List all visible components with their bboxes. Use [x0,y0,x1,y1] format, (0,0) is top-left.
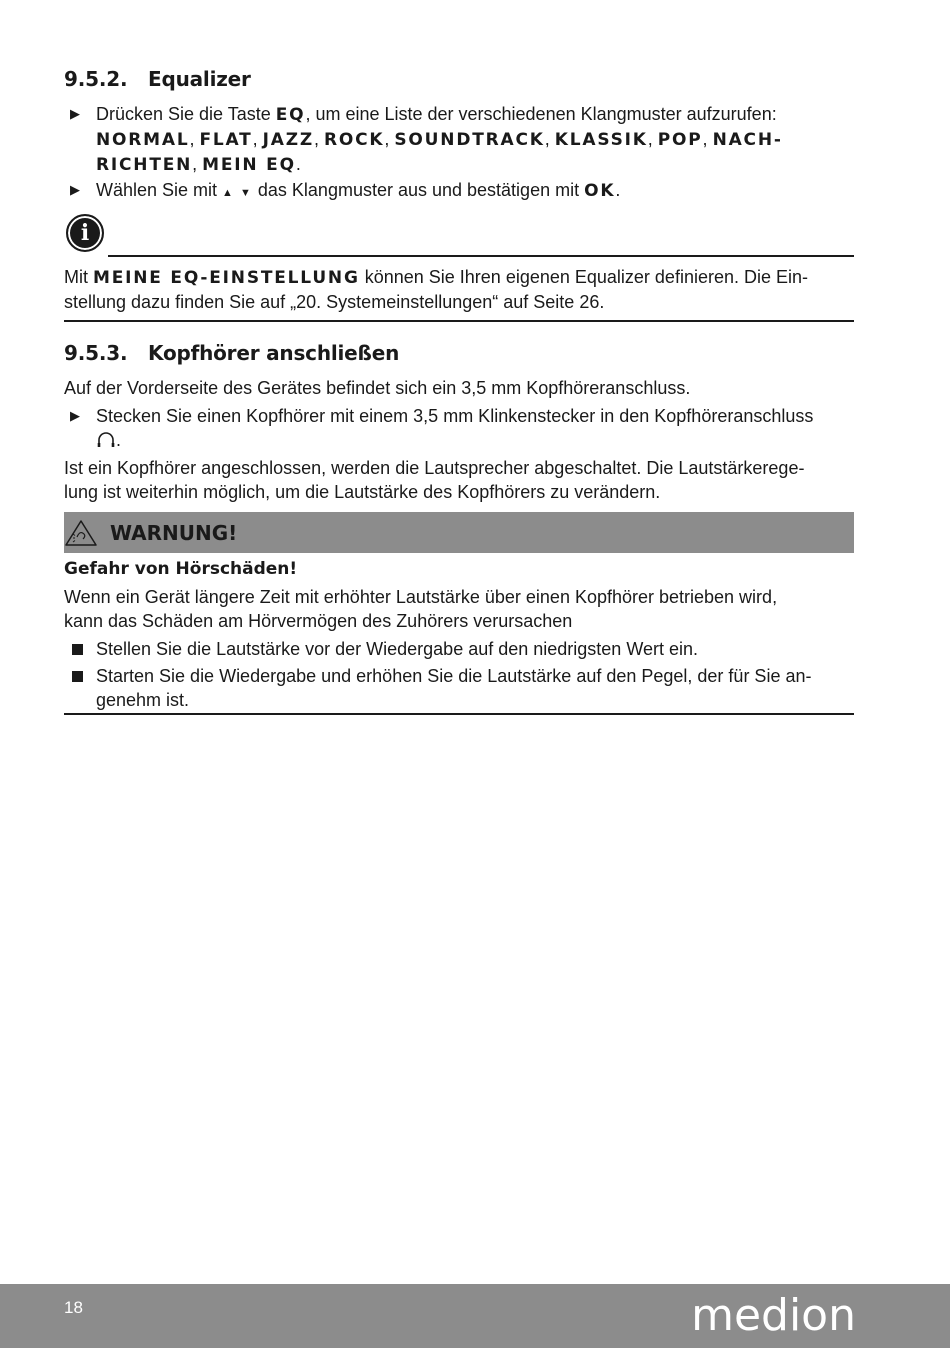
info-note-line-1 [64,265,854,290]
warning-body [64,585,854,633]
eq-preset-label: RICHTEN [96,155,193,175]
separator: , [544,129,555,149]
warning-item-2 [64,664,854,712]
warning-bottom-rule [64,713,854,715]
warning-body-line-2: kann das Schäden am Hörvermögen des Zuhörers verursachen [64,611,573,631]
eq-presets-line-2 [96,152,854,177]
info-glyph: i [80,220,90,246]
separator: , [313,129,324,149]
warning-subtitle: Gefahr von Hörschäden! [64,559,298,579]
bullet-text [96,102,854,127]
up-down-arrows-icon: ▲ ▼ [222,187,253,199]
separator: , [252,129,263,149]
eq-preset-label: ROCK [323,130,385,150]
eq-preset-label: POP [657,130,703,150]
square-bullet-icon [72,644,83,655]
text-fragment: das Klangmuster aus und bestätigen mit [252,180,585,200]
key-label-meine-eq: MEINE EQ-EINSTELLUNG [93,268,360,288]
paragraph-line-2: lung ist weiterhin möglich, um die Lautstärke des Kopfhörers zu verändern. [64,482,661,502]
text-fragment: Wählen Sie mit [96,180,223,200]
bullet-select-preset [64,178,854,205]
warning-body-line-1: Wenn ein Gerät längere Zeit mit erhöhter Lautstärke über einen Kopfhörer betrieben wird, [64,587,778,607]
info-note-text [64,265,854,314]
brand-logo: medion [691,1290,856,1341]
separator: , [647,129,658,149]
section-number: 9.5.2. [64,67,128,91]
bullet-eq-list [64,102,854,177]
bullet-text [96,178,854,205]
warning-item-text: Stellen Sie die Lautstärke vor der Wiedergabe auf den niedrigsten Wert ein. [96,639,699,659]
separator: , [192,154,203,174]
info-top-rule [108,255,854,257]
bullet-arrow-icon: ▶ [70,408,80,423]
info-note-line-2: stellung dazu finden Sie auf „20. Systemeinstellungen“ auf Seite 26. [64,292,605,312]
warning-banner [64,512,854,553]
section-title: Equalizer [148,67,251,91]
warning-triangle-icon [64,519,98,547]
warning-label: WARNUNG! [110,521,238,545]
eq-preset-label: NORMAL [96,130,190,150]
paragraph-line-1: Ist ein Kopfhörer angeschlossen, werden die Lautsprecher abgeschaltet. Die Lautstärkerege- [64,458,805,478]
bullet-text-line-1: Stecken Sie einen Kopfhörer mit einem 3,5 mm Klinkenstecker in den Kopfhöreranschluss [96,406,814,426]
eq-preset-label: SOUNDTRACK [394,130,545,150]
bullet-text-line-2 [96,428,854,452]
text-fragment: . [615,180,621,200]
section-heading-headphones [64,341,399,365]
separator: . [295,154,301,174]
warning-item-1 [64,637,854,661]
square-bullet-icon [72,671,83,682]
headphones-intro: Auf der Vorderseite des Gerätes befindet sich ein 3,5 mm Kopfhöreranschluss. [64,378,691,398]
separator: , [189,129,200,149]
text-fragment: können Sie Ihren eigenen Equalizer definieren. Die Ein- [359,267,809,287]
eq-presets-line-1 [96,127,854,152]
key-label-ok: OK [584,181,616,201]
bullet-arrow-icon: ▶ [70,106,80,121]
separator: , [702,129,713,149]
info-icon [66,214,104,252]
eq-preset-label: NACH- [712,130,783,150]
headphones-icon [96,431,116,449]
text-fragment: , um eine Liste der verschiedenen Klangmuster aufzurufen: [305,104,777,124]
eq-preset-label: JAZZ [262,130,314,150]
section-number: 9.5.3. [64,341,128,365]
eq-preset-label: KLASSIK [554,130,648,150]
section-heading-equalizer [64,67,251,91]
warning-item-text-line-1: Starten Sie die Wiedergabe und erhöhen Sie die Lautstärke auf den Pegel, der für Sie an- [96,666,812,686]
eq-preset-label: MEIN EQ [202,155,296,175]
section-title: Kopfhörer anschließen [148,341,400,365]
text-fragment: Mit [64,267,93,287]
text-fragment: Drücken Sie die Taste [96,104,276,124]
page-number: 18 [64,1298,83,1317]
key-label-eq: EQ [275,105,306,125]
eq-preset-label: FLAT [199,130,253,150]
warning-item-text-line-2: genehm ist. [96,690,190,710]
separator: , [384,129,395,149]
bullet-arrow-icon: ▶ [70,182,80,197]
bullet-connect-headphones [64,404,854,452]
page-footer [0,1284,950,1348]
info-bottom-rule [64,320,854,322]
text-fragment: . [116,430,122,450]
headphones-paragraph [64,456,854,504]
